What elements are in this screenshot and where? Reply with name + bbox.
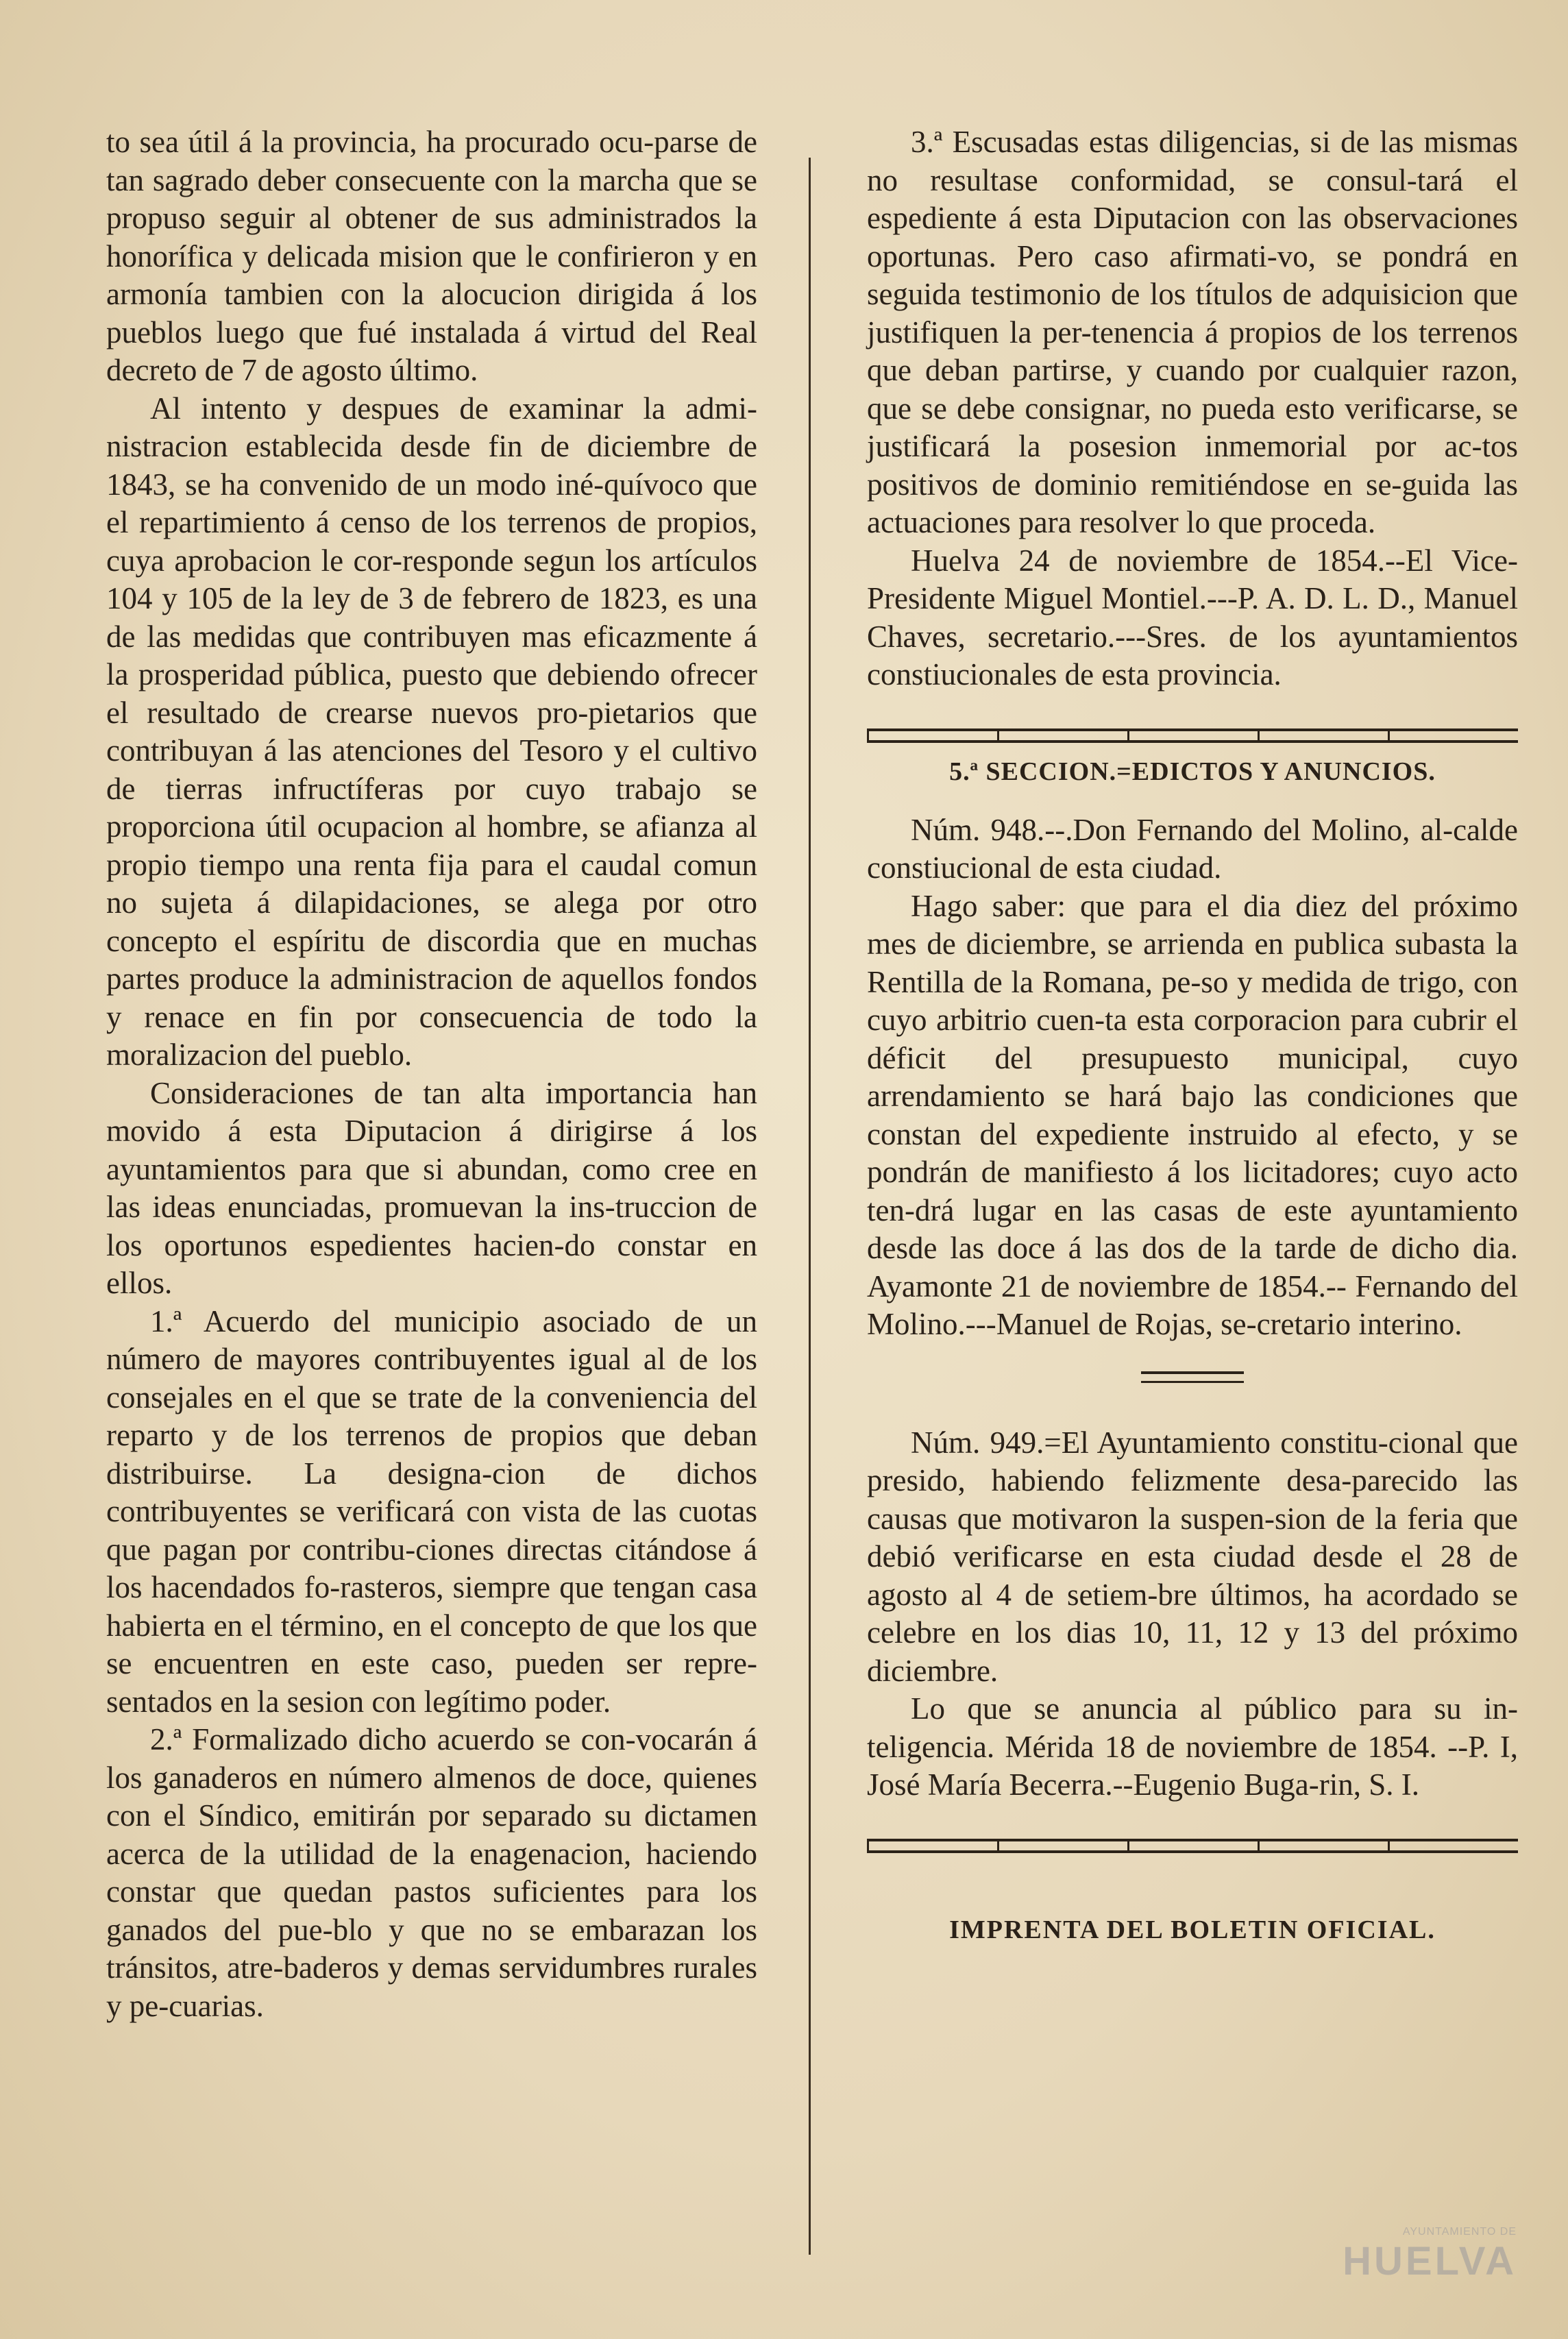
- archive-watermark-stamp: [1290, 2226, 1517, 2308]
- column-divider: [809, 158, 811, 2255]
- imprint-line: IMPRENTA DEL BOLETIN OFICIAL.: [949, 1915, 1436, 1944]
- footer-rule: [867, 1839, 1518, 1853]
- stamp-line-2: HUELVA: [1343, 2239, 1517, 2283]
- left-column: [106, 123, 757, 2025]
- left-paragraph-1: to sea útil á la provincia, ha procurado ocu-parse de tan sagrado deber consecuente con la marcha que se propuso seguir al obtener de sus administrados la honorífica y delicada mision que le confirieron y en armonía tambien con la alocucion dirigida á los pueblos luego que fué instalada á virtud del Real decreto de 7 de agosto último.: [106, 125, 757, 387]
- section-rule: [867, 728, 1518, 743]
- right-signature: Huelva 24 de noviembre de 1854.--El Vice-Presidente Miguel Montiel.---P. A. D. L. D., Manuel Chaves, secretario.---Sres. de los ayuntamientos constiucionales de esta provincia.: [867, 543, 1518, 691]
- left-paragraph-5: 2.ª Formalizado dicho acuerdo se con-vocarán á los ganaderos en número almenos de doce, quienes con el Síndico, emitirán por separado su dictamen acerca de la utilidad de la enagenacion, haciendo constar que quedan pastos suficientes para los ganados del pue-blo y que no se embarazan los tránsitos, atre-baderos y demas servidumbres rurales y pe-cuarias.: [106, 1722, 757, 2023]
- notice-948-body: Hago saber: que para el dia diez del próximo mes de diciembre, se arrienda en publica subasta la Rentilla de la Romana, pe-so y medida de trigo, con cuyo arbitrio cuen-ta esta corporacion para cubrir el déficit del presupuesto municipal, cuyo arrendamiento se hará bajo las condiciones que constan del expediente instruido al efecto, y se pondrán de manifiesto á los licitadores; cuyo acto ten-drá lugar en las casas de este ayuntamiento desde las doce á las dos de la tarde de dicho dia. Ayamonte 21 de noviembre de 1854.-- Fernando del Molino.---Manuel de Rojas, se-cretario interino.: [867, 888, 1518, 1341]
- right-paragraph-1: 3.ª Escusadas estas diligencias, si de las mismas no resultase conformidad, se consul-tará el espediente á esta Diputacion con las observaciones oportunas. Pero caso afirmati-vo, se pondrá en seguida testimonio de los títulos de adquisicion que justifiquen la per-tenencia á propios de los terrenos que deban partirse, y cuando por cualquier razon, que se debe consignar, no pueda esto verificarse, se justificará la posesion inmemorial por ac-tos positivos de dominio remitiéndose en se-guida las actuaciones para resolver lo que proceda.: [867, 125, 1518, 539]
- notice-949-body: Núm. 949.=El Ayuntamiento constitu-cional que presido, habiendo felizmente desa-parecido las causas que motivaron la suspen-sion de la feria que debió verificarse en esta ciudad desde el 28 de agosto al 4 de setiem-bre últimos, ha acordado se celebre en los dias 10, 11, 12 y 13 del próximo diciembre.: [867, 1425, 1518, 1688]
- left-paragraph-2: Al intento y despues de examinar la admi-nistracion establecida desde fin de diciembre de 1843, se ha convenido de un modo iné-quívoco que el repartimiento á censo de los terrenos de propios, cuya aprobacion le cor-responde segun los artículos 104 y 105 de la ley de 3 de febrero de 1823, es una de las medidas que contribuyen mas eficazmente á la prosperidad pública, puesto que debiendo ofrecer el resultado de crearse nuevos pro-pietarios que contribuyan á las atenciones del Tesoro y el cultivo de tierras infructíferas por cuyo trabajo se proporciona útil ocupacion al hombre, se afianza al propio tiempo una renta fija para el caudal comun no sujeta á dilapidaciones, se alega por otro concepto el espíritu de discordia que en muchas partes produce la administracion de aquellos fondos y renace en fin por consecuencia de todo la moralizacion del pueblo.: [106, 391, 757, 1072]
- stamp-line-1: AYUNTAMIENTO DE: [1402, 2226, 1517, 2238]
- left-paragraph-4: 1.ª Acuerdo del municipio asociado de un número de mayores contribuyentes igual al de los consejales en el que se trate de la conveniencia del reparto y de los terrenos de propios que deban distribuirse. La designa-cion de dichos contribuyentes se verificará con vista de las cuotas que pagan por contribu-ciones directas citándose á los hacendados fo-rasteros, siempre que tengan casa habierta en el término, en el concepto de que los que se encuentren en este caso, pueden ser repre-sentados en la sesion con legítimo poder.: [106, 1303, 757, 1719]
- left-paragraph-3: Consideraciones de tan alta importancia han movido á esta Diputacion á dirigirse á los ayuntamientos para que si abundan, como cree en las ideas enunciadas, promuevan la ins-truccion de los oportunos espedientes hacien-do constar en ellos.: [106, 1075, 757, 1300]
- notice-948-heading: Núm. 948.--.Don Fernando del Molino, al-calde constiucional de esta ciudad.: [867, 812, 1518, 885]
- right-column: [867, 123, 1518, 1945]
- notice-separator: [1141, 1371, 1244, 1383]
- section-heading: 5.ª SECCION.=EDICTOS Y ANUNCIOS.: [949, 757, 1436, 786]
- notice-949-signature: Lo que se anuncia al público para su in-teligencia. Mérida 18 de noviembre de 1854. --P. I, José María Becerra.--Eugenio Buga-rin, S. I.: [867, 1691, 1518, 1802]
